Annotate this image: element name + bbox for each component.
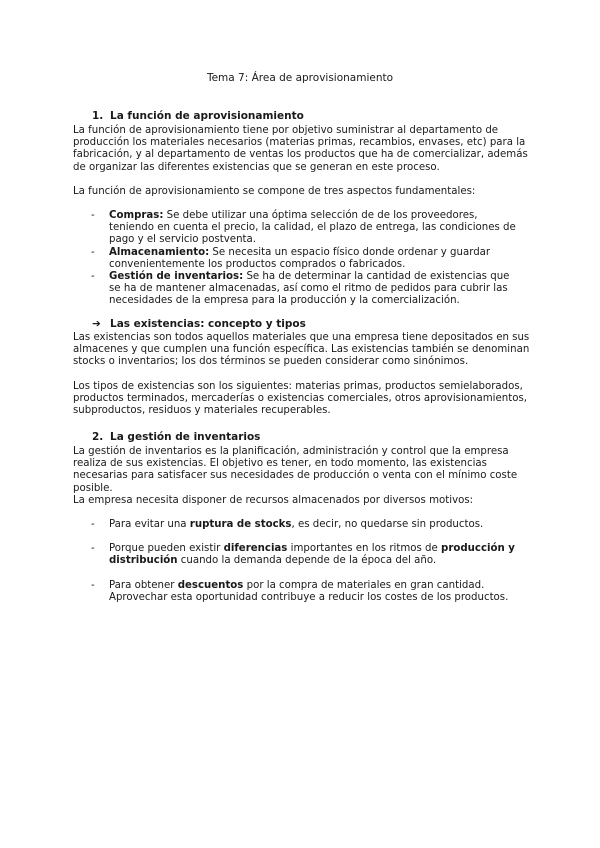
bullet-marker: - [91,580,95,591]
bullet-almacenamiento [109,247,524,271]
subsection-paragraph-2: Los tipos de existencias son los siguientes: materias primas, productos semielaborados, productos terminados, mercaderías o existencias comerciales, otros aprovisionamientos, subproductos, residuos y materiales recuperables. [73,381,527,417]
bullet-marker: - [91,210,95,221]
bullet-compras-label: Compras: [109,210,164,221]
section-1-paragraph-1: La función de aprovisionamiento tiene por objetivo suministrar al departamento de producción los materiales necesarios (materias primas, recambios, envases, etc) para la fabricación, y al departamento de ventas los productos que ha de comercializar, además de organizar las diferentes existencias que se generan en este proceso. [73,125,528,173]
section-2-number: 2. [92,431,104,443]
section-2-heading [92,431,260,443]
section-2-paragraph-2: La empresa necesita disponer de recursos almacenados por diversos motivos: [73,495,474,506]
subsection-title: Las existencias: concepto y tipos [110,318,306,330]
bullet-marker: - [91,271,95,282]
motive-2-text-end: cuando la demanda depende de la época del año. [177,555,437,567]
subsection-heading [92,318,306,330]
bullet-compras [109,210,524,247]
section-1-heading [92,110,304,122]
bullet-gestion [109,271,524,308]
bullet-gestion-label: Gestión de inventarios: [109,271,244,282]
bullet-almacenamiento-label: Almacenamiento: [109,247,210,258]
bullet-marker: - [91,543,95,554]
bullet-marker: - [91,247,95,258]
bullet-gestion-text: Se ha de determinar la cantidad de existencias que se ha de mantener almacenadas, así como el ritmo de pedidos para cubrir las necesidades de la empresa para la producción y la comercialización. [109,271,510,307]
motive-3-text-end: por la compra de materiales en gran cantidad. Aprovechar esta oportunidad contribuye a reducir los costes de los productos. [109,580,509,604]
bullet-almacenamiento-text: Se necesita un espacio físico donde ordenar y guardar convenientemente los productos comprados o fabricados. [109,247,491,271]
motive-2-emphasis-1: diferencias [223,543,288,554]
motive-3-emphasis: descuentos [177,580,244,591]
motive-2-text: Porque pueden existir [109,543,224,554]
motive-3 [109,580,524,604]
motive-1-text: Para evitar una [109,519,190,530]
motive-1 [109,519,524,531]
motive-1-text-end: , es decir, no quedarse sin productos. [291,519,484,530]
subsection-paragraph-1: Las existencias son todos aquellos materiales que una empresa tiene depositados en sus almacenes y que cumplen una función específica. Las existencias también se denominan stocks o inventarios; los dos términos se pueden considerar como sinónimos. [73,332,530,368]
section-2-paragraph-1: La gestión de inventarios es la planificación, administración y control que la empresa realiza de sus existencias. El objetivo es tener, en todo momento, las existencias necesarias para satisfacer sus necesidades de producción o venta con el mínimo coste posible. [73,446,518,494]
bullet-marker: - [91,519,95,530]
section-2-title: La gestión de inventarios [110,431,261,443]
document-title: Tema 7: Área de aprovisionamiento [206,72,394,84]
arrow-icon: ➔ [92,318,101,330]
motive-1-emphasis: ruptura de stocks [189,519,292,530]
section-1-number: 1. [92,110,104,122]
motive-3-text: Para obtener [109,580,178,591]
motive-2-text-mid: importantes en los ritmos de [287,543,442,554]
section-1-paragraph-2: La función de aprovisionamiento se compone de tres aspectos fundamentales: [73,186,476,197]
motive-2-emphasis-2: producción y distribución [109,543,515,567]
motive-2 [109,543,524,567]
section-1-title: La función de aprovisionamiento [110,110,304,122]
bullet-compras-text: Se debe utilizar una óptima selección de de los proveedores, teniendo en cuenta el precio, la calidad, el plazo de entrega, las condiciones de pago y el servicio postventa. [109,210,516,246]
